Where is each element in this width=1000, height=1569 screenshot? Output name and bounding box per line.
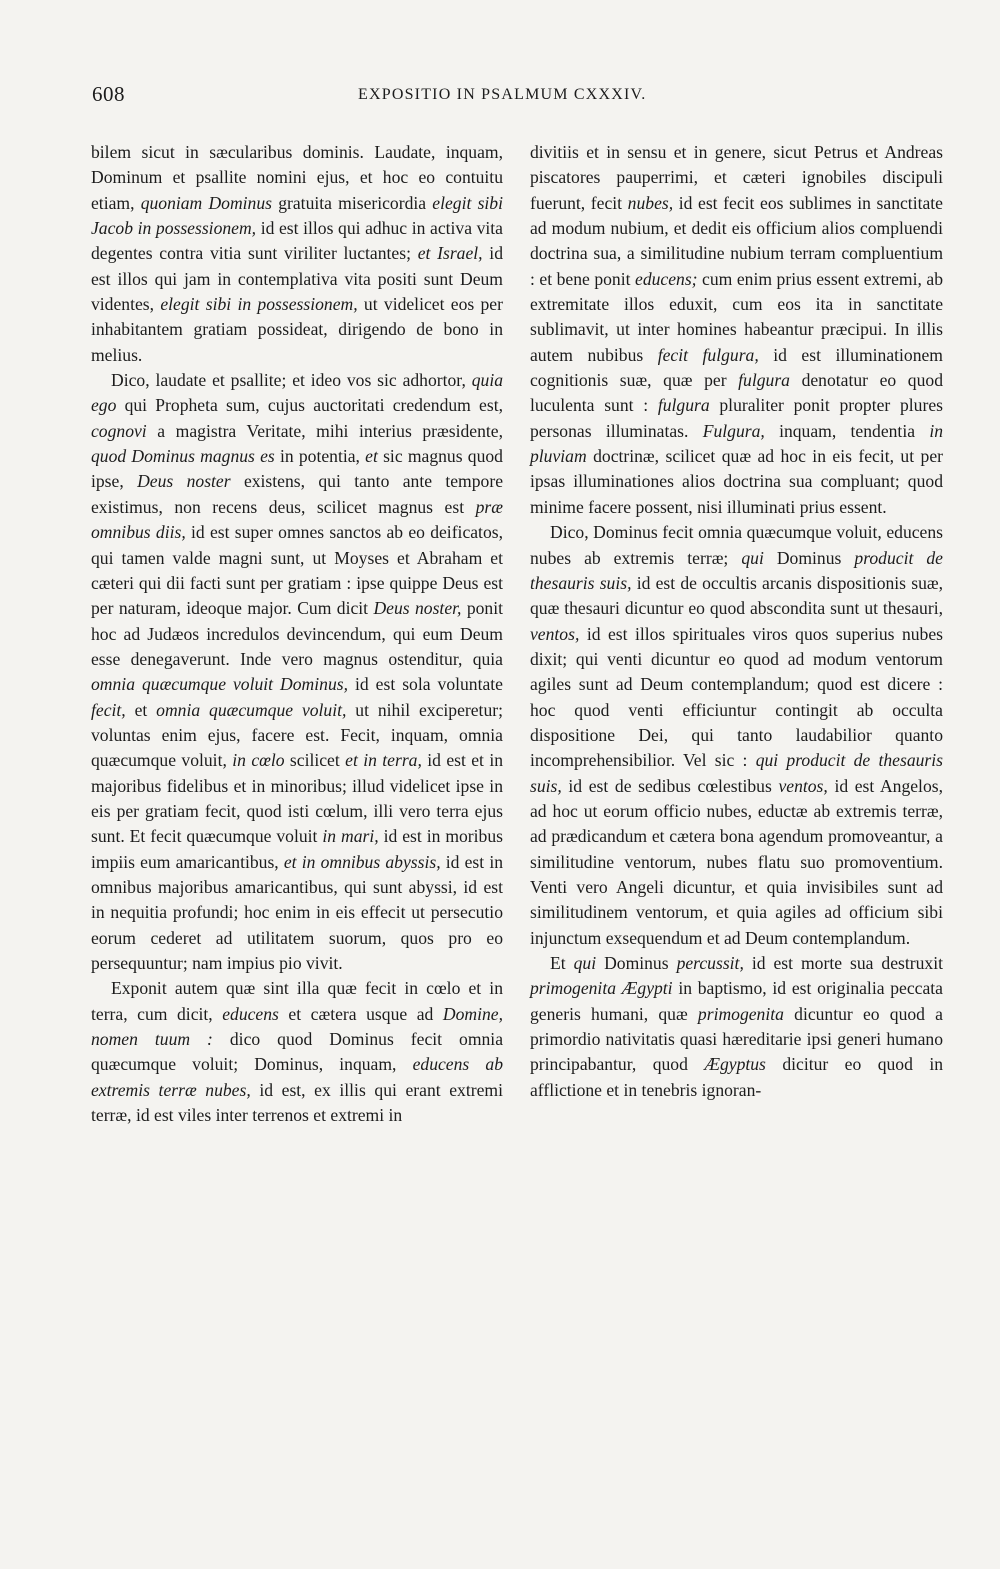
text-run: doctrinæ, scilicet quæ ad hoc in eis fecit, ut per ipsas illuminationes alios doctrina sua compluant; quod minime facere possent, nisi illuminati prius essent. — [530, 446, 943, 517]
italic-text: Fulgura, — [702, 420, 765, 441]
text-run: id est morte sua destruxit — [743, 953, 943, 973]
italic-text: præ omnibus diis, — [91, 496, 503, 543]
italic-text: et in omnibus abyssis, — [283, 851, 441, 872]
text-run: id est Angelos, ad hoc ut eorum officio nubes, eductæ ab extremis terræ, ad prædicandum et cætera bona agendum promoveantur, a similitudine ventorum, nubes flatu suo promoventium. Venti vero Angeli dicuntur, et quia invisibiles sunt ad similitudinem ventorum, et quia agiles ad officium sibi injunctum exsequendum et ad Deum contemplandum. — [530, 775, 943, 948]
text-run: sic magnus quod ipse, — [91, 446, 503, 492]
italic-text: nubes, — [627, 192, 674, 213]
text-run: id est illos spirituales viros quos superius nubes dixit; qui venti dicuntur eo quod ad modum ventorum agiles sunt ad Deum contemplandum; quod est dicere : hoc quod venti efficiuntur contingit ab occulta dispositione Dei, qui tanto laudabilior quanto incomprehensibilior. Vel sic : — [530, 623, 943, 771]
text-run: id est illos qui adhuc in activa vita degentes contra vitia sunt viriliter luctantes; — [91, 218, 503, 264]
italic-text: fulgura — [738, 370, 790, 391]
text-run: Dico, laudate et psallite; et ideo vos sic adhortor, — [111, 370, 472, 391]
text-run: Exponit autem quæ sint illa quæ fecit in cœlo et in terra, cum dicit, — [91, 978, 503, 1024]
text-run: et — [125, 699, 157, 720]
page-number: 608 — [92, 82, 125, 106]
italic-text: Deus noster, — [373, 598, 462, 619]
text-run: dicuntur eo quod a primordio nativitatis quasi hæreditarie ipsi generi humano principabantur, quod — [530, 1003, 943, 1075]
italic-text: quoniam Dominus — [140, 192, 273, 213]
italic-text: omnia quæcumque voluit Dominus, — [91, 674, 348, 695]
italic-text: Ægyptus — [704, 1054, 766, 1075]
text-run: id est de sedibus cœlestibus — [561, 775, 779, 796]
italic-text: educens; — [635, 268, 698, 289]
italic-text: ventos, — [778, 775, 828, 796]
text-run: id est in moribus impiis eum amaricantibus, — [91, 826, 503, 872]
italic-text: Domine, nomen tuum : — [91, 1003, 503, 1050]
italic-text: educens ab extremis terræ nubes, — [91, 1054, 503, 1100]
right-column — [530, 140, 943, 1103]
text-run: id est illos qui jam in contemplativa vita positi sunt Deum videntes, — [91, 243, 503, 315]
italic-text: primogenita Ægypti — [530, 978, 673, 999]
left-column — [91, 140, 503, 1128]
italic-text: qui — [741, 547, 764, 568]
text-run: id est et in majoribus fidelibus et in minoribus; illud videlicet ipse in eis per gratiam fecit, quod isti cœlum, illi vero terra ejus sunt. Et fecit quæcumque voluit — [91, 750, 504, 847]
paragraph — [530, 520, 943, 951]
text-run: in potentia, — [274, 446, 366, 467]
text-run: id est in omnibus majoribus amaricantibus, qui sunt abyssi, id est in nequitia profundi; hoc enim in eis effecit ut persecutio eorum cederet ad utilitatem suorum, quos pro eo persequuntur; nam impius pio vivit. — [91, 851, 503, 973]
italic-text: cognovi — [91, 420, 147, 441]
text-run: Et — [550, 953, 574, 973]
italic-text: percussit, — [676, 953, 744, 973]
text-run: a magistra Veritate, mihi interius præsidente, — [146, 420, 503, 441]
italic-text: quod Dominus magnus es — [91, 446, 275, 467]
text-run: dicitur eo quod in afflictione et in tenebris ignoran- — [530, 1054, 943, 1100]
text-run: Dominus — [763, 547, 855, 568]
text-run: cum enim prius essent extremi, ab extremitate illos eduxit, cum eos ita in sanctitate sublimavit, ut inter homines habeantur præcipui. In illis autem nubibus — [530, 268, 943, 365]
paragraph — [91, 140, 503, 368]
italic-text: elegit sibi Jacob in possessionem, — [91, 192, 503, 239]
italic-text: qui — [573, 953, 597, 973]
italic-text: in mari, — [322, 826, 379, 847]
text-run: ponit hoc ad Judæos incredulos devincendum, qui eum Deum esse denegaverunt. Inde vero magnus ostenditur, quia — [91, 598, 503, 669]
text-run: Dominus — [596, 953, 677, 973]
text-run: et cætera usque ad — [278, 1003, 443, 1024]
text-run: pluraliter ponit propter plures personas illuminatas. — [530, 395, 943, 441]
italic-text: elegit sibi in possessionem, — [160, 294, 358, 315]
paragraph — [530, 951, 943, 1103]
italic-text: fulgura — [657, 395, 710, 416]
text-run: inquam, tendentia — [764, 420, 930, 441]
text-run: id est sola voluntate — [348, 674, 503, 695]
text-run: ut nihil exciperetur; voluntas enim ejus, facere est. Fecit, inquam, omnia quæcumque voluit, — [91, 699, 503, 771]
text-run: qui Propheta sum, cujus auctoritati credendum est, — [116, 395, 503, 416]
italic-text: educens — [222, 1003, 279, 1024]
italic-text: producit de thesauris suis, — [530, 547, 943, 593]
italic-text: fecit, — [91, 699, 126, 720]
text-run: in baptismo, id est originalia peccata generis humani, quæ — [530, 978, 943, 1024]
italic-text: et — [365, 446, 378, 467]
italic-text: quia ego — [91, 370, 503, 416]
text-run: bilem sicut in sæcularibus dominis. Laudate, inquam, Dominum et psallite nomini ejus, et hoc eo contuitu etiam, — [91, 142, 503, 213]
italic-text: et Israel, — [417, 243, 483, 264]
text-run: gratuita misericordia — [272, 192, 433, 213]
text-run: scilicet — [284, 750, 346, 771]
italic-text: ventos, — [530, 623, 580, 644]
text-run: Dico, Dominus fecit omnia quæcumque voluit, educens nubes ab extremis terræ; — [530, 522, 943, 568]
text-run: denotatur eo quod luculenta sunt : — [530, 370, 943, 416]
italic-text: in pluviam — [530, 420, 943, 467]
italic-text: et in terra, — [345, 750, 422, 771]
italic-text: in cœlo — [232, 750, 285, 771]
italic-text: omnia quæcumque voluit, — [156, 699, 347, 720]
paragraph — [530, 140, 943, 520]
text-run: existens, qui tanto ante tempore existimus, non recens deus, scilicet magnus est — [91, 471, 504, 517]
text-run: divitiis et in sensu et in genere, sicut Petrus et Andreas piscatores pauperrimi, et cæteri ignobiles discipuli fuerunt, fecit — [530, 142, 943, 213]
text-run: id est de occultis arcanis dispositionis suæ, quæ thesauri dicuntur eo quod abscondita sunt ut thesauri, — [530, 572, 943, 619]
text-run: ut videlicet eos per inhabitantem gratiam possideat, dirigendo de bono in melius. — [91, 294, 503, 365]
paragraph — [91, 976, 503, 1128]
text-run: id est, ex illis qui erant extremi terræ, id est viles inter terrenos et extremi in — [91, 1079, 503, 1126]
text-run: id est illuminationem cognitionis suæ, quæ per — [530, 344, 943, 391]
italic-text: primogenita — [697, 1003, 784, 1024]
italic-text: Deus noster — [137, 471, 231, 492]
running-title: EXPOSITIO IN PSALMUM CXXXIV. — [358, 86, 647, 103]
text-run: id est super omnes sanctos ab eo deificatos, qui tamen valde magni sunt, ut Moyses et Abraham et cæteri qui dii facti sunt per gratiam : ipse quippe Deus est per naturam, ideoque major. Cum dicit — [91, 522, 503, 619]
paragraph — [91, 368, 503, 976]
italic-text: fecit fulgura, — [657, 344, 759, 365]
text-run: dico quod Dominus fecit omnia quæcumque voluit; Dominus, inquam, — [91, 1029, 504, 1075]
text-run: id est fecit eos sublimes in sanctitate ad modum nubium, et dedit eis officium alios compluendi doctrina sua, a similitudine nubium terram compluentium : et bene ponit — [530, 192, 943, 289]
italic-text: qui producit de thesauris suis, — [530, 750, 943, 796]
